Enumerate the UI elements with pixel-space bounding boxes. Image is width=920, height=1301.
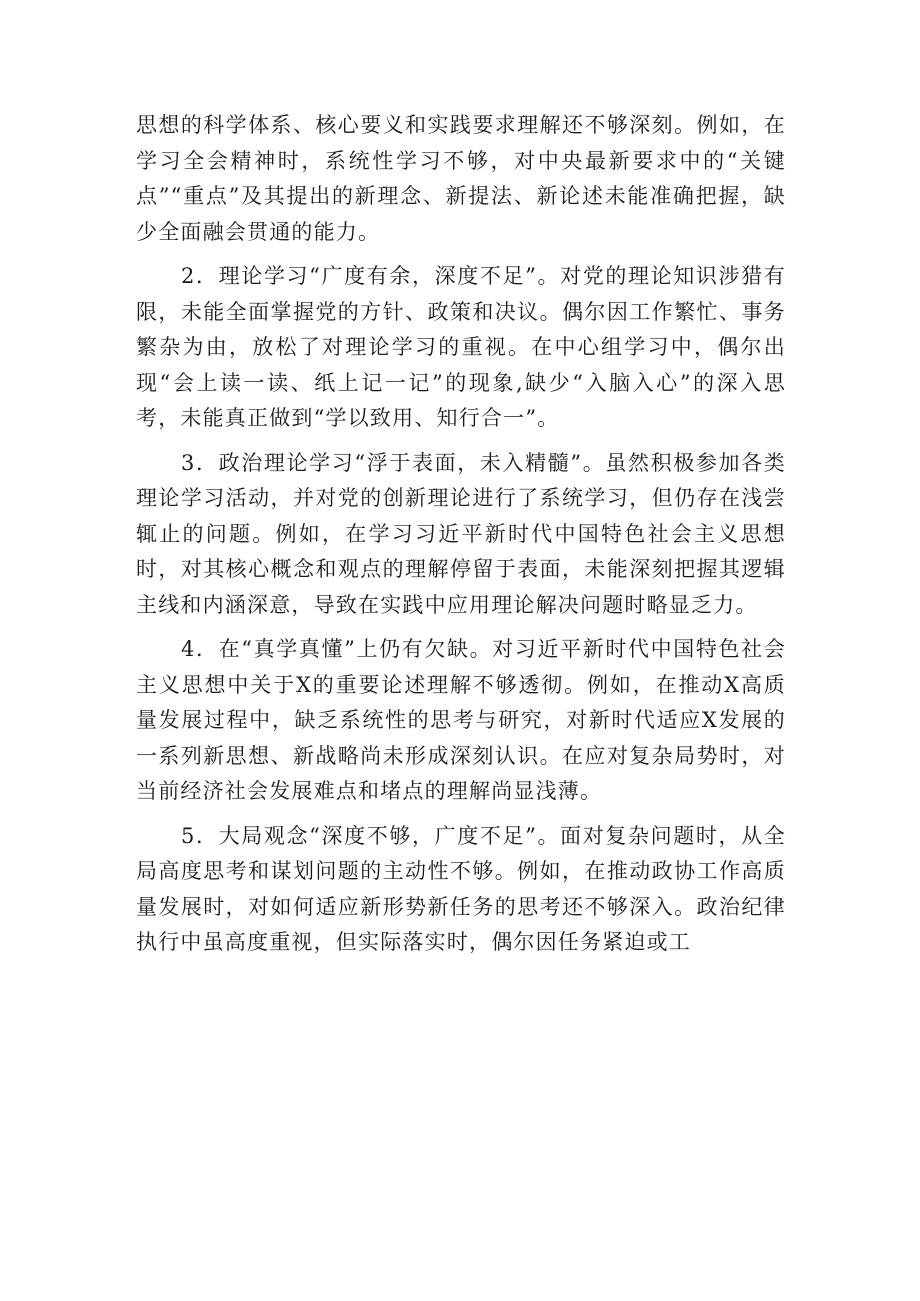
paragraph-item-3: 3．政治理论学习“浮于表面，未入精髓”。虽然积极参加各类理论学习活动，并对党的创新理论进行了系统学习，但仍存在浅尝辄止的问题。例如，在学习习近平新时代中国特色社会主义思想时，对其核心概念和观点的理解停留于表面，未能深刻把握其逻辑主线和内涵深意，导致在实践中应用理论解决问题时略显乏力。 — [136, 450, 786, 617]
paragraph-continuation: 思想的科学体系、核心要义和实践要求理解还不够深刻。例如，在学习全会精神时，系统性学习不够，对中央最新要求中的“关键点”“重点”及其提出的新理念、新提法、新论述未能准确把握，缺少全面融会贯通的能力。 — [136, 113, 786, 244]
document-page — [136, 108, 786, 961]
paragraph-item-2: 2．理论学习“广度有余，深度不足”。对党的理论知识涉猎有限，未能全面掌握党的方针、政策和决议。偶尔因工作繁忙、事务繁杂为由，放松了对理论学习的重视。在中心组学习中，偶尔出现“会上读一读、纸上记一记”的现象,缺少“入脑入心”的深入思考，未能真正做到“学以致用、知行合一”。 — [136, 264, 786, 430]
paragraph-item-4: 4．在“真学真懂”上仍有欠缺。对习近平新时代中国特色社会主义思想中关于X的重要论述理解不够透彻。例如，在推动X高质量发展过程中，缺乏系统性的思考与研究，对新时代适应X发展的一系列新思想、新战略尚未形成深刻认识。在应对复杂局势时，对当前经济社会发展难点和堵点的理解尚显浅薄。 — [136, 637, 786, 803]
paragraph-item-5: 5．大局观念“深度不够，广度不足”。面对复杂问题时，从全局高度思考和谋划问题的主动性不够。例如，在推动政协工作高质量发展时，对如何适应新形势新任务的思考还不够深入。政治纪律执行中虽高度重视，但实际落实时，偶尔因任务紧迫或工 — [136, 823, 786, 954]
